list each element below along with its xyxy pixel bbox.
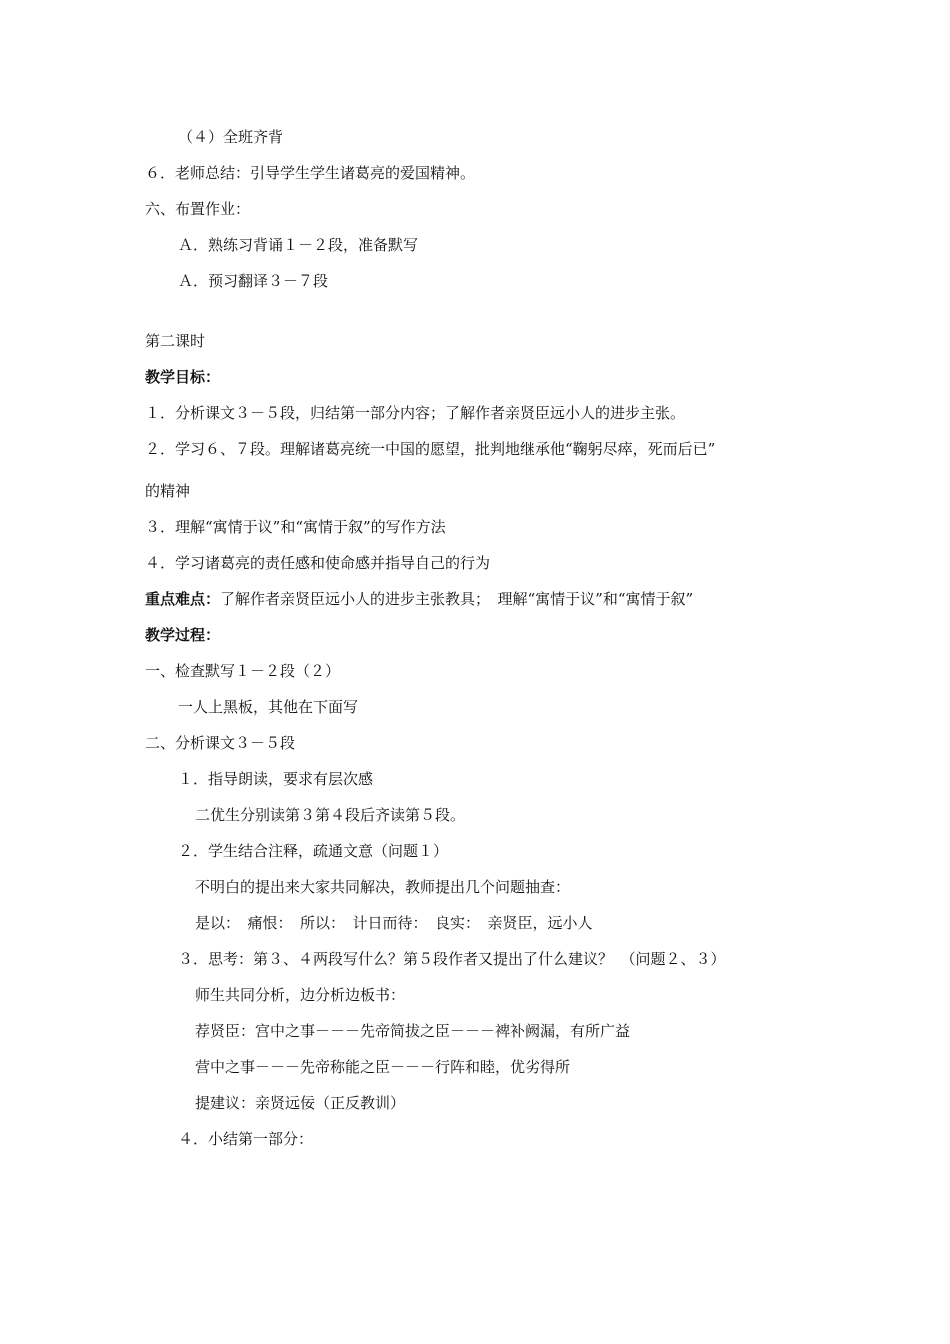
key-points-text: 了解作者亲贤臣远小人的进步主张教具； 理解“寓情于议”和“寓情于叙” [220, 590, 694, 608]
line-step-2-4: ４．小结第一部分： [178, 1130, 314, 1148]
line-key-points [145, 589, 693, 609]
line-recite-all: （４）全班齐背 [178, 128, 284, 146]
line-board-2: 营中之事－－－先帝称能之臣－－－行阵和睦，优劣得所 [195, 1058, 571, 1076]
line-process-heading: 教学过程： [145, 626, 221, 644]
line-teacher-summary: ６．老师总结：引导学生学生诸葛亮的爱国精神。 [145, 164, 476, 182]
line-step-2-3: ３．思考：第３、４两段写什么？第５段作者又提出了什么建议？ （问题２、３） [178, 950, 726, 968]
line-vocab-terms: 是以： 痛恨： 所以： 计日而待： 良实： 亲贤臣，远小人 [195, 914, 593, 932]
line-homework-a2: Ａ．预习翻译３－７段 [178, 272, 329, 290]
line-board-3: 提建议：亲贤远佞（正反教训） [195, 1094, 406, 1112]
line-step-1: 一、检查默写１－２段（２） [145, 662, 341, 680]
line-homework-heading: 六、布置作业： [145, 200, 251, 218]
line-step-2-2: ２．学生结合注释，疏通文意（问题１） [178, 842, 449, 860]
line-step-2-2-detail: 不明白的提出来大家共同解决，教师提出几个问题抽查： [195, 878, 571, 896]
line-step-2-1-detail: 二优生分别读第３第４段后齐读第５段。 [195, 806, 466, 824]
line-board-1: 荐贤臣：宫中之事－－－先帝简拔之臣－－－裨补阙漏，有所广益 [195, 1022, 631, 1040]
line-step-1-detail: 一人上黑板，其他在下面写 [178, 698, 359, 716]
line-second-lesson: 第二课时 [145, 332, 206, 350]
line-step-2-3-detail: 师生共同分析，边分析边板书： [195, 986, 406, 1004]
line-step-2: 二、分析课文３－５段 [145, 734, 296, 752]
line-objective-2: ２．学习６、７段。理解诸葛亮统一中国的愿望，批判地继承他“鞠躬尽瘁，死而后已” [145, 440, 716, 458]
key-points-label: 重点难点： [145, 590, 221, 608]
line-homework-a1: Ａ．熟练习背诵１－２段，准备默写 [178, 236, 419, 254]
line-objective-4: ４．学习诸葛亮的责任感和使命感并指导自己的行为 [145, 554, 491, 572]
line-objective-2-cont: 的精神 [145, 482, 191, 500]
line-objectives-heading: 教学目标： [145, 368, 221, 386]
line-objective-1: １．分析课文３－５段，归结第一部分内容；了解作者亲贤臣远小人的进步主张。 [145, 404, 686, 422]
line-step-2-1: １．指导朗读，要求有层次感 [178, 770, 374, 788]
line-objective-3: ３．理解“寓情于议”和“寓情于叙”的写作方法 [145, 518, 446, 536]
